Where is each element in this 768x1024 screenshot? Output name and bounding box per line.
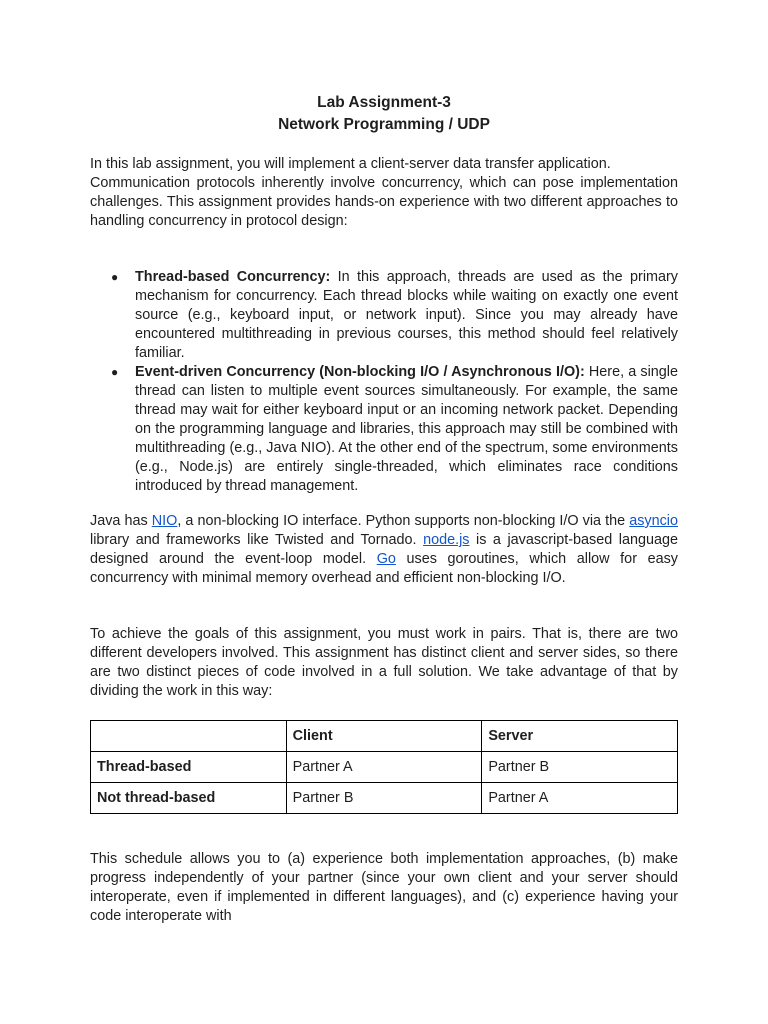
table-cell: Partner A <box>286 752 482 783</box>
text-span: library and frameworks like Twisted and Tornado. <box>90 532 424 548</box>
text-span: , a non-blocking IO interface. Python supports non-blocking I/O via the <box>177 513 630 529</box>
text-span: is a javascript-based language designed around the event-loop model. <box>90 532 678 567</box>
schedule-paragraph: This schedule allows you to (a) experience both implementation approaches, (b) make progress independently of your partner (since your own client and your server should interoperate, even if implemented in different languages), and (c) experience having your code interoperate with <box>90 851 678 924</box>
concurrency-list <box>90 268 678 496</box>
list-item-thread-based <box>90 268 678 363</box>
table-header-cell: Server <box>482 721 678 752</box>
table-header-row <box>91 721 678 752</box>
document-title <box>90 92 678 136</box>
table-row <box>91 783 678 814</box>
list-item-text: Here, a single thread can listen to multiple event sources simultaneously. For example, the same thread may wait for either keyboard input or an incoming network packet. Depending on the programming language and libraries, this approach may still be combined with multithreading (e.g., Java NIO). At the other end of the spectrum, some environments (e.g., Node.js) are entirely single-threaded, which eliminates race conditions introduced by thread management. <box>135 364 678 494</box>
go-link[interactable]: Go <box>376 551 396 567</box>
languages-paragraph <box>90 512 678 588</box>
list-item-heading: Event-driven Concurrency (Non-blocking I/O / Asynchronous I/O): <box>135 364 585 380</box>
table-cell: Partner A <box>482 783 678 814</box>
schedule-table <box>90 720 678 814</box>
asyncio-link[interactable]: asyncio <box>629 513 678 529</box>
table-row-header: Thread-based <box>91 752 287 783</box>
table-cell: Partner B <box>482 752 678 783</box>
intro-sentence-1: In this lab assignment, you will implement a client-server data transfer application. <box>90 156 611 172</box>
pairs-paragraph: To achieve the goals of this assignment, you must work in pairs. That is, there are two different developers involved. This assignment has distinct client and server sides, so there are two distinct pieces of code involved in a full solution. We take advantage of that by dividing the work in this way: <box>90 626 678 699</box>
list-item-event-driven <box>90 363 678 496</box>
table-header-cell: Client <box>286 721 482 752</box>
text-span: Java has <box>90 513 152 529</box>
bullet-icon: ● <box>111 365 119 379</box>
intro-paragraph <box>90 155 678 231</box>
intro-sentence-2: Communication protocols inherently involve concurrency, which can pose implementation challenges. This assignment provides hands-on experience with two different approaches to handling concurrency in protocol design: <box>90 175 678 229</box>
table-row-header: Not thread-based <box>91 783 287 814</box>
table-row <box>91 752 678 783</box>
list-item-text: In this approach, threads are used as the primary mechanism for concurrency. Each thread blocks while waiting on exactly one event source (e.g., keyboard input, or network input). Since you may already have encountered multithreading in previous courses, this method should feel relatively familiar. <box>135 269 678 361</box>
text-span: uses goroutines, which allow for easy concurrency with minimal memory overhead and efficient non-blocking I/O. <box>90 551 678 586</box>
title-line-1: Lab Assignment-3 <box>317 94 451 111</box>
nodejs-link[interactable]: node.js <box>423 532 470 548</box>
table-cell: Partner B <box>286 783 482 814</box>
nio-link[interactable]: NIO <box>151 513 178 529</box>
title-line-2: Network Programming / UDP <box>278 116 490 133</box>
table-cell <box>91 721 287 752</box>
list-item-heading: Thread-based Concurrency: <box>135 269 331 285</box>
bullet-icon: ● <box>111 270 119 284</box>
